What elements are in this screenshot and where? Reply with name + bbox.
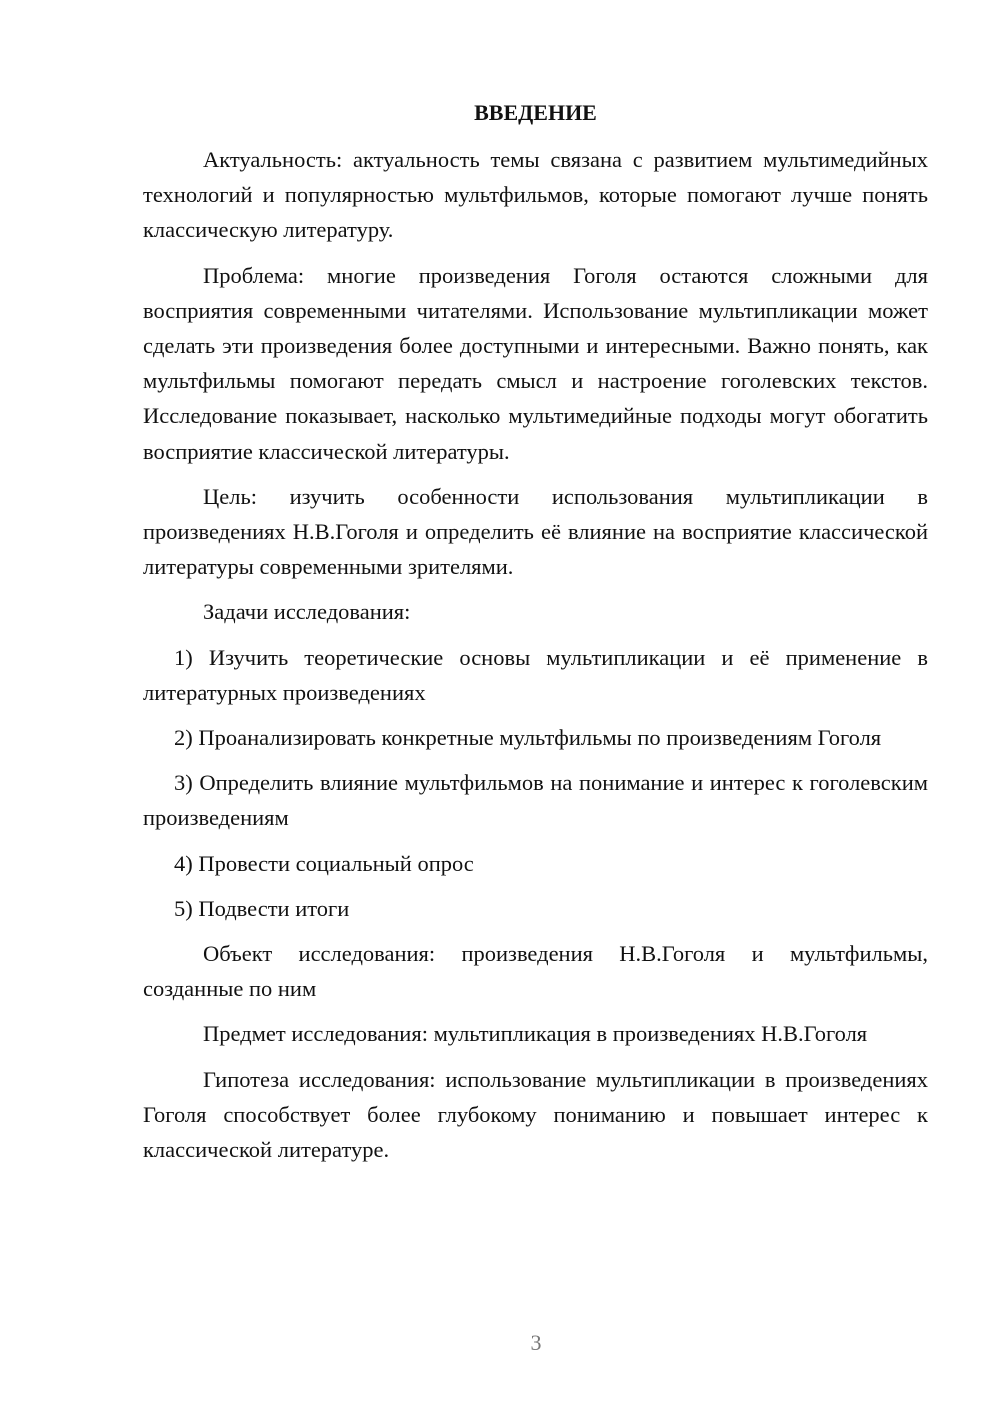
- object-paragraph: Объект исследования: произведения Н.В.Гоголя и мультфильмы, созданные по ним: [143, 941, 928, 1002]
- task-item-2: 2) Проанализировать конкретные мультфильмы по произведениям Гоголя: [174, 725, 882, 751]
- page-number: 3: [530, 1330, 542, 1355]
- relevance-paragraph: Актуальность: актуальность темы связана с развитием мультимедийных технологий и популярностью мультфильмов, которые помогают лучше понять классическую литературу.: [143, 147, 928, 243]
- task-item-1: 1) Изучить теоретические основы мультипликации и её применение в литературных произведениях: [143, 644, 928, 705]
- problem-paragraph: Проблема: многие произведения Гоголя остаются сложными для восприятия современными читателями. Использование мультипликации может сделать эти произведения более доступными и интересными. Важно понять, как мультфильмы помогают передать смысл и настроение гоголевских текстов. Исследование показывает, насколько мультимедийные подходы могут обогатить восприятие классической литературы.: [143, 262, 928, 464]
- task-item-5: 5) Подвести итоги: [174, 895, 350, 921]
- goal-paragraph: Цель: изучить особенности использования мультипликации в произведениях Н.В.Гоголя и определить её влияние на восприятие классической литературы современными зрителями.: [143, 483, 928, 580]
- subject-paragraph: Предмет исследования: мультипликация в произведениях Н.В.Гоголя: [203, 1021, 868, 1047]
- hypothesis-paragraph: Гипотеза исследования: использование мультипликации в произведениях Гоголя способствует более глубокому пониманию и повышает интерес к классической литературе.: [143, 1066, 928, 1163]
- document-page: [143, 95, 928, 1177]
- task-item-3: 3) Определить влияние мультфильмов на понимание и интерес к гоголевским произведениям: [143, 770, 928, 831]
- task-item-4: 4) Провести социальный опрос: [174, 850, 474, 876]
- page-title: ВВЕДЕНИЕ: [474, 100, 597, 125]
- tasks-intro: Задачи исследования:: [203, 599, 411, 625]
